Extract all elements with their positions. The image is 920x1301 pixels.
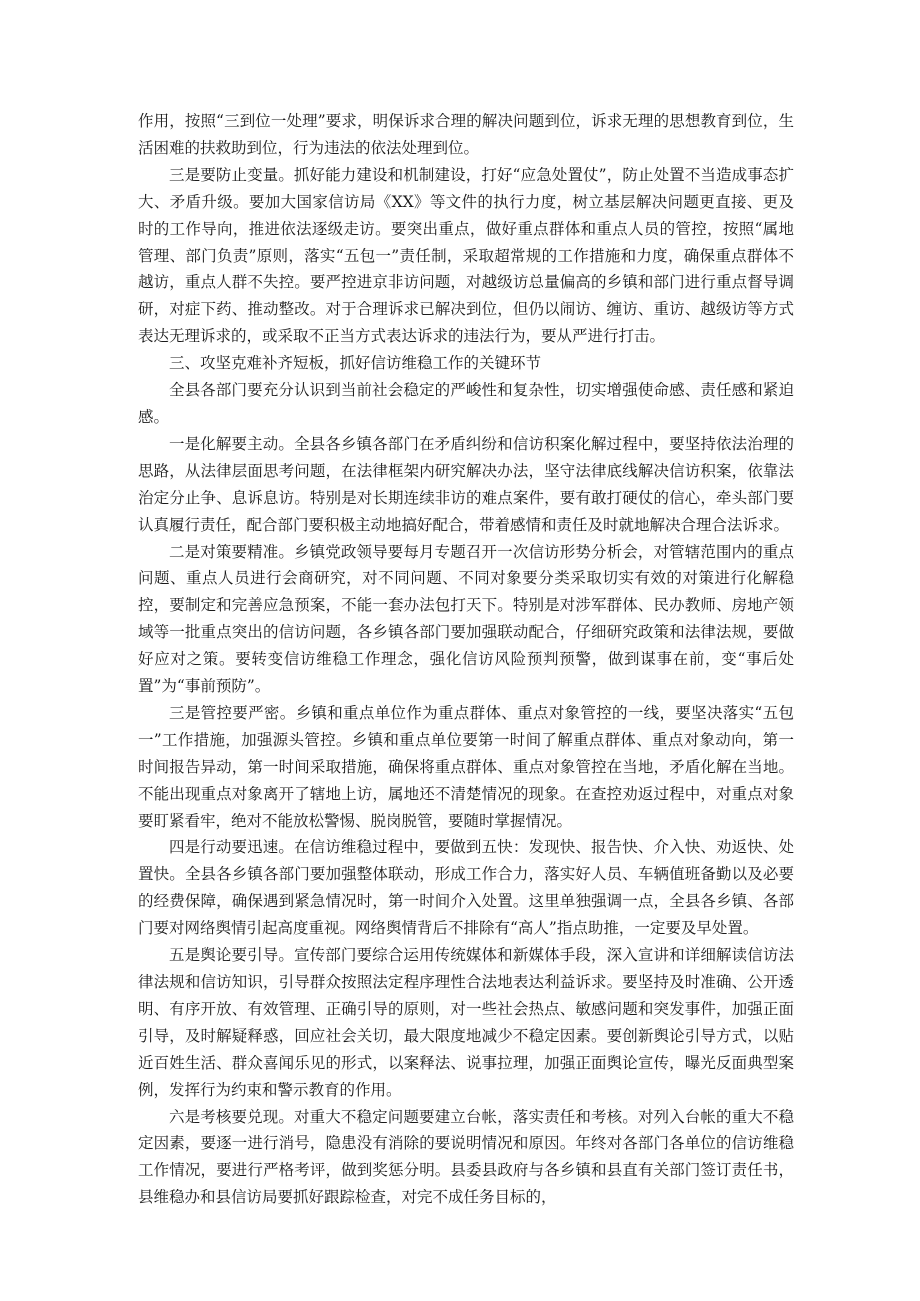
- section-heading-3: 三、攻坚克难补齐短板，抓好信访维稳工作的关键环节: [169, 354, 542, 373]
- document-body: [138, 108, 794, 1211]
- paragraph-point-6: 六是考核要兑现。对重大不稳定问题要建立台帐，落实责任和考核。对列入台帐的重大不稳定因素，要逐一进行消号，隐患没有消除的要说明情况和原因。年终对各部门各单位的信访维稳工作情况，要进行严格考评，做到奖惩分明。县委县政府与各乡镇和县直有关部门签订责任书，县维稳办和县信访局要抓好跟踪检查，对完不成任务目标的，: [138, 1107, 794, 1207]
- paragraph-point-3: 三是管控要严密。乡镇和重点单位作为重点群体、重点对象管控的一线，要坚决落实“五包一”工作措施，加强源头管控。乡镇和重点单位要第一时间了解重点群体、重点对象动向，第一时间报告异动，第一时间采取措施，确保将重点群体、重点对象管控在当地，矛盾化解在当地。不能出现重点对象离开了辖地上访，属地还不清楚情况的现象。在查控劝返过程中，对重点对象要盯紧看牢，绝对不能放松警惕、脱岗脱管，要随时掌握情况。: [138, 703, 794, 830]
- paragraph-continued: 作用，按照“三到位一处理”要求，明保诉求合理的解决问题到位，诉求无理的思想教育到位，生活困难的扶救助到位，行为违法的依法处理到位。: [138, 112, 794, 157]
- paragraph-point-2: 二是对策要精准。乡镇党政领导要每月专题召开一次信访形势分析会，对管辖范围内的重点问题、重点人员进行会商研究，对不同问题、不同对象要分类采取切实有效的对策进行化解稳控，要制定和完善应急预案，不能一套办法包打天下。特别是对涉军群体、民办教师、房地产领域等一批重点突出的信访问题，各乡镇各部门要加强联动配合，仔细研究政策和法律法规，要做好应对之策。要转变信访维稳工作理念，强化信访风险预判预警，做到谋事在前，变“事后处置”为“事前预防”。: [138, 542, 794, 696]
- paragraph-point-1: 一是化解要主动。全县各乡镇各部门在矛盾纠纷和信访积案化解过程中，要坚持依法治理的思路，从法律层面思考问题，在法律框架内研究解决办法，坚守法律底线解决信访积案，依靠法治定分止争、息诉息访。特别是对长期连续非访的难点案件，要有敢打硬仗的信心，牵头部门要认真履行责任，配合部门要积极主动地搞好配合，带着感情和责任及时就地解决合理合法诉求。: [138, 434, 794, 534]
- paragraph-point-5: 五是舆论要引导。宣传部门要综合运用传统媒体和新媒体手段，深入宣讲和详细解读信访法律法规和信访知识，引导群众按照法定程序理性合法地表达利益诉求。要坚持及时准确、公开透明、有序开放、有效管理、正确引导的原则，对一些社会热点、敏感问题和突发事件，加强正面引导，及时解疑释惑，回应社会关切，最大限度地减少不稳定因素。要创新舆论引导方式，以贴近百姓生活、群众喜闻乐见的形式，以案释法、说事拉理，加强正面舆论宣传，曝光反面典型案例，发挥行为约束和警示教育的作用。: [138, 946, 794, 1099]
- paragraph-point-4: 四是行动要迅速。在信访维稳过程中，要做到五快：发现快、报告快、介入快、劝返快、处置快。全县各乡镇各部门要加强整体联动，形成工作合力，落实好人员、车辆值班备勤以及必要的经费保障，确保遇到紧急情况时，第一时间介入处置。这里单独强调一点，全县各乡镇、各部门要对网络舆情引起高度重视。网络舆情背后不排除有“高人”指点助推，一定要及早处置。: [138, 838, 794, 938]
- paragraph-intro: 全县各部门要充分认识到当前社会稳定的严峻性和复杂性，切实增强使命感、责任感和紧迫感。: [138, 381, 794, 426]
- paragraph-prevent-change: 三是要防止变量。抓好能力建设和机制建设，打好“应急处置仗”，防止处置不当造成事态扩大、矛盾升级。要加大国家信访局《XX》等文件的执行力度，树立基层解决问题更直接、更及时的工作导向，推进依法逐级走访。要突出重点，做好重点群体和重点人员的管控，按照“属地管理、部门负责”原则，落实“五包一”责任制，采取超常规的工作措施和力度，确保重点群体不越访，重点人群不失控。要严控进京非访问题，对越级访总量偏高的乡镇和部门进行重点督导调研，对症下药、推动整改。对于合理诉求已解决到位，但仍以闹访、缠访、重访、越级访等方式表达无理诉求的，或采取不正当方式表达诉求的违法行为，要从严进行打击。: [138, 165, 794, 346]
